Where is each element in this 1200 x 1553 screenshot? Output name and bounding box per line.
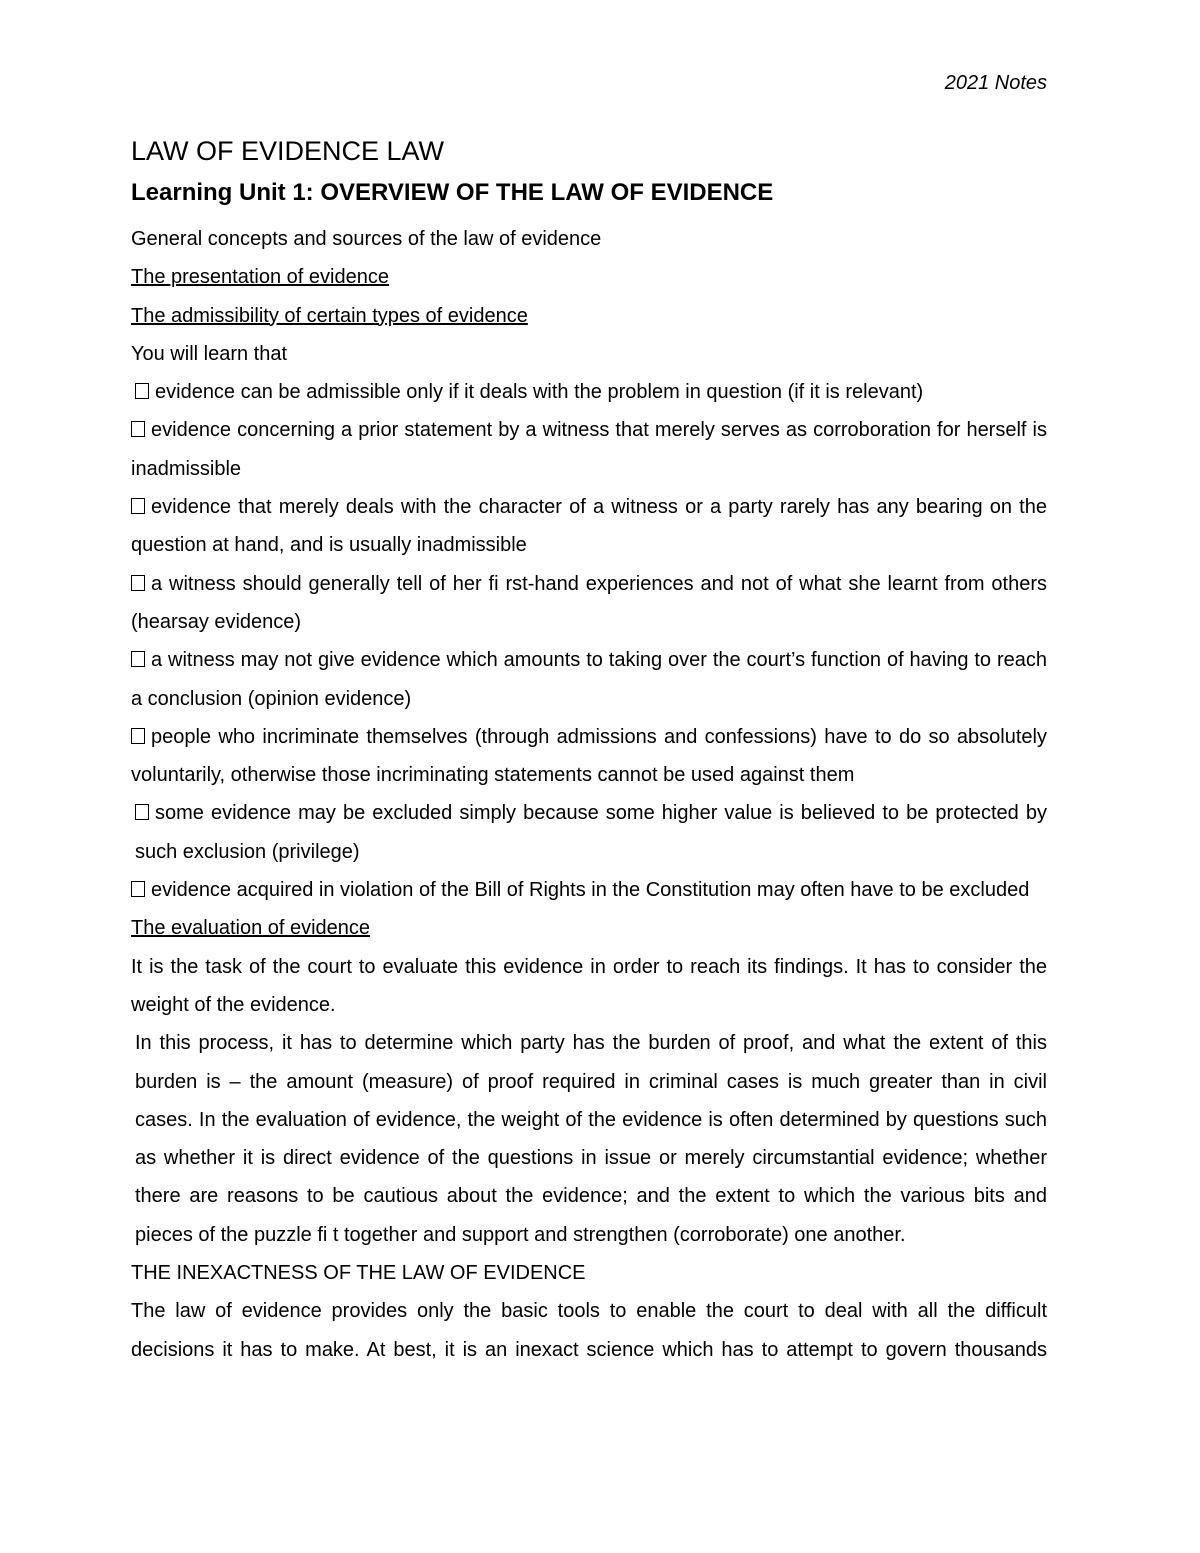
list-item-text: evidence can be admissible only if it deals with the problem in question (if it is relevant) <box>155 381 924 404</box>
list-item <box>131 411 1047 488</box>
heading-inexactness: THE INEXACTNESS OF THE LAW OF EVIDENCE <box>131 1262 586 1285</box>
missing-glyph-icon <box>131 651 145 667</box>
list-item <box>131 373 1047 411</box>
list-item-text: some evidence may be excluded simply because some higher value is believed to be protected by such exclusion (privilege) <box>135 802 1047 863</box>
list-item <box>131 488 1047 565</box>
intro-learn: You will learn that <box>131 342 288 365</box>
list-item <box>131 794 1047 871</box>
document-body <box>131 132 1047 1369</box>
evaluation-paragraph-2: In this process, it has to determine which party has the burden of proof, and what the extent of this burden is – the amount (measure) of proof required in criminal cases is much greater than in civil cases. In the evaluation of evidence, the weight of the evidence is often determined by questions such as whether it is direct evidence of the questions in issue or merely circumstantial evidence; whether there are reasons to be cautious about the evidence; and the extent to which the various bits and pieces of the puzzle fi t together and support and strengthen (corroborate) one another. <box>135 1032 1047 1246</box>
evaluation-paragraph-1: It is the task of the court to evaluate this evidence in order to reach its findings. It has to consider the weight of the evidence. <box>131 955 1047 1016</box>
list-item-text: a witness should generally tell of her fi rst-hand experiences and not of what she learnt from others (hearsay evidence) <box>131 572 1047 633</box>
bullet-list <box>131 373 1047 909</box>
list-item <box>131 718 1047 795</box>
list-item <box>131 641 1047 718</box>
list-item-text: evidence concerning a prior statement by a witness that merely serves as corroboration for herself is inadmissible <box>131 419 1047 480</box>
missing-glyph-icon <box>131 575 145 591</box>
missing-glyph-icon <box>131 421 145 437</box>
inexactness-paragraph: The law of evidence provides only the basic tools to enable the court to deal with all the difficult decisions it has to make. At best, it is an inexact science which has to attempt to govern thousands <box>131 1300 1047 1361</box>
list-item-text: a witness may not give evidence which amounts to taking over the court’s function of having to reach a conclusion (opinion evidence) <box>131 649 1047 710</box>
missing-glyph-icon <box>131 728 145 744</box>
list-item-text: evidence acquired in violation of the Bill of Rights in the Constitution may often have to be excluded <box>151 879 1030 902</box>
heading-admissibility: The admissibility of certain types of evidence <box>131 304 528 327</box>
heading-presentation: The presentation of evidence <box>131 266 389 289</box>
heading-evaluation: The evaluation of evidence <box>131 917 371 940</box>
intro-general: General concepts and sources of the law of evidence <box>131 228 602 250</box>
list-item <box>131 565 1047 642</box>
list-item <box>131 871 1047 909</box>
document-title: LAW OF EVIDENCE LAW <box>131 136 445 166</box>
missing-glyph-icon <box>135 804 149 820</box>
missing-glyph-icon <box>131 881 145 897</box>
list-item-text: evidence that merely deals with the character of a witness or a party rarely has any bearing on the question at hand, and is usually inadmissible <box>131 496 1047 557</box>
missing-glyph-icon <box>131 498 145 514</box>
unit-title: Learning Unit 1: OVERVIEW OF THE LAW OF EVIDENCE <box>131 179 774 206</box>
missing-glyph-icon <box>135 383 149 399</box>
header-note: 2021 Notes <box>944 72 1047 94</box>
list-item-text: people who incriminate themselves (through admissions and confessions) have to do so absolutely voluntarily, otherwise those incriminating statements cannot be used against them <box>131 725 1047 787</box>
